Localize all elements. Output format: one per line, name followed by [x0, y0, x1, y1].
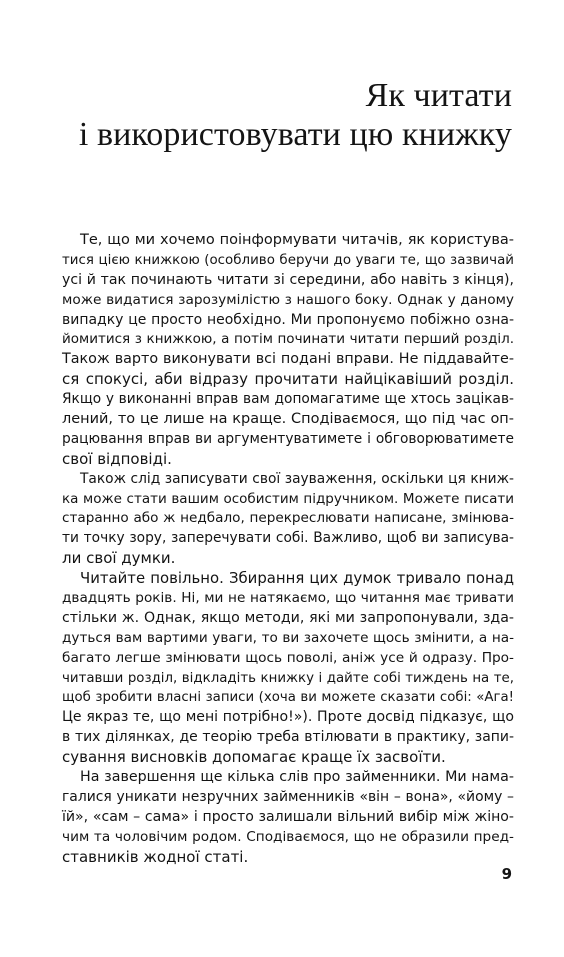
- paragraph-3-line: стільки ж. Однак, якщо методи, які ми запропонували, зда-: [62, 609, 514, 626]
- paragraph-1-line: Те, що ми хочемо поінформувати читачів, як користува-: [80, 232, 514, 248]
- paragraph-1-line: ся спокусі, аби відразу прочитати найцікавіший розділ.: [62, 370, 514, 389]
- paragraph-1-line: усі й так починають читати зі середини, або навіть з кінця),: [62, 271, 514, 288]
- paragraph-4-line: галися уникати незручних займенників «він – вона», «йому –: [62, 788, 514, 805]
- paragraph-2-line: ли свої думки.: [62, 549, 176, 568]
- paragraph-4-line: ставників жодної статі.: [62, 847, 249, 866]
- paragraph-3-line: Читайте повільно. Збирання цих думок тривало понад: [80, 569, 514, 588]
- chapter-title-line-2: і використовувати цю книжку: [78, 116, 512, 153]
- paragraph-1-line: випадку це просто необхідно. Ми пропонуємо побіжно озна-: [62, 311, 514, 328]
- paragraph-1-line: рацювання вправ ви аргументуватимете і обговорюватимете: [62, 430, 514, 447]
- paragraph-1-line: йомитися з книжкою, а потім починати читати перший розділ.: [62, 331, 514, 348]
- paragraph-1-line: тися цією книжкою (особливо беручи до уваги те, що зазвичай: [62, 252, 514, 268]
- paragraph-4-line: На завершення ще кілька слів про займенники. Ми нама-: [80, 769, 514, 786]
- paragraph-4-line: їй», «сам – сама» і просто залишали вільний вибір між жіно-: [62, 808, 514, 825]
- paragraph-3-line: читавши розділ, відкладіть книжку і дайте собі тиждень на те,: [62, 670, 514, 686]
- chapter-title-line-1: Як читати: [365, 77, 512, 114]
- page-number: 9: [501, 865, 512, 883]
- paragraph-3-line: в тих ділянках, де теорію треба втілювати в практику, запи-: [62, 729, 514, 746]
- paragraph-3-line: дуться вам вартими уваги, то ви захочете щось змінити, а на-: [62, 629, 514, 646]
- paragraph-3-line: багато легше змінювати щось поволі, аніж усе й одразу. Про-: [62, 649, 514, 666]
- paragraph-2-line: ка може стати вашим особистим підручником. Можете писати: [62, 490, 514, 507]
- body-text: [62, 231, 514, 868]
- paragraph-3-line: двадцять років. Ні, ми не натякаємо, що читання має тривати: [62, 590, 514, 607]
- paragraph-1-line: може видатися зарозумілістю з нашого боку. Однак у даному: [62, 291, 514, 308]
- paragraph-1-line: свої відповіді.: [62, 449, 172, 468]
- paragraph-3-line: щоб зробити власні записи (хоча ви можете сказати собі: «Ага!: [62, 690, 514, 706]
- paragraph-3-line: сування висновків допомагає краще їх засвоїти.: [62, 748, 446, 767]
- paragraph-1-line: лений, то це лише на краще. Сподіваємося, що під час оп-: [62, 411, 514, 428]
- paragraph-4-line: чим та чоловічим родом. Сподіваємося, що не образили пред-: [62, 828, 514, 845]
- chapter-title: [79, 76, 512, 154]
- paragraph-1-line: Також варто виконувати всі подані вправи. Не піддавайте-: [62, 351, 514, 368]
- paragraph-2-line: Також слід записувати свої зауваження, оскільки ця книж-: [80, 470, 514, 487]
- paragraph-2-line: ти точку зору, заперечувати собі. Важливо, щоб ви записува-: [62, 530, 514, 547]
- paragraph-3-line: Це якраз те, що мені потрібно!»). Проте досвід підказує, що: [62, 709, 514, 726]
- paragraph-1-line: Якщо у виконанні вправ вам допомагатиме ще хтось зацікав-: [62, 391, 514, 408]
- paragraph-2-line: старанно або ж недбало, перекреслювати написане, змінюва-: [62, 510, 514, 527]
